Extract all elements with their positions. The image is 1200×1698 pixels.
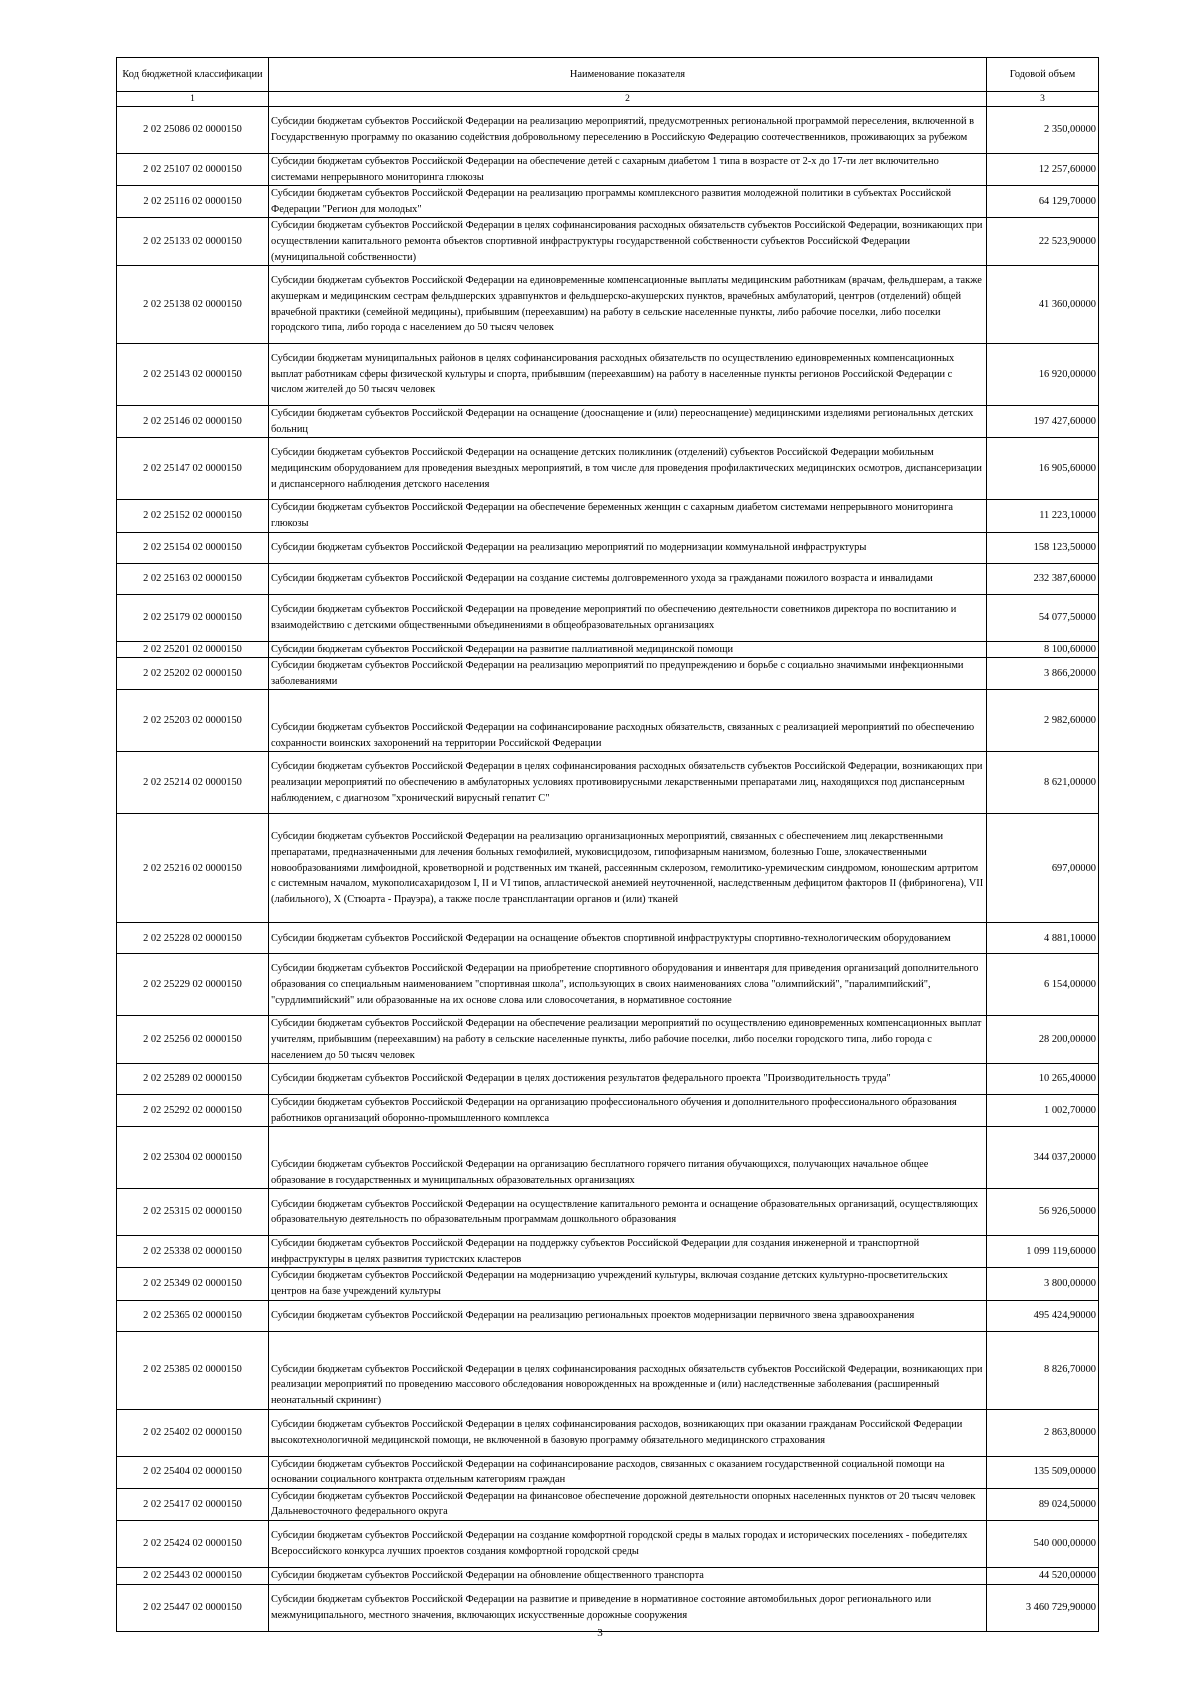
budget-code-cell: 2 02 25443 02 0000150	[117, 1568, 269, 1585]
table-row	[117, 1568, 1099, 1585]
annual-volume-cell: 16 920,00000	[987, 344, 1099, 406]
budget-code-cell: 2 02 25163 02 0000150	[117, 563, 269, 594]
table-row	[117, 344, 1099, 406]
budget-code-cell: 2 02 25228 02 0000150	[117, 923, 269, 954]
annual-volume-cell: 64 129,70000	[987, 186, 1099, 218]
indicator-name-cell: Субсидии бюджетам субъектов Российской Федерации на оснащение детских поликлиник (отделений) субъектов Российской Федерации мобильным медицинским оборудованием для проведения выездных мероприятий, в том числе для проведения профилактических медицинских осмотров, диспансеризации и диспансерного наблюдения детского населения	[269, 438, 987, 500]
annual-volume-cell: 89 024,50000	[987, 1488, 1099, 1520]
annual-volume-cell: 10 265,40000	[987, 1064, 1099, 1095]
table-row	[117, 1127, 1099, 1189]
budget-code-cell: 2 02 25086 02 0000150	[117, 107, 269, 154]
annual-volume-cell: 3 800,00000	[987, 1268, 1099, 1300]
annual-volume-cell: 22 523,90000	[987, 218, 1099, 266]
table-row	[117, 186, 1099, 218]
budget-code-cell: 2 02 25304 02 0000150	[117, 1127, 269, 1189]
header-name: Наименование показателя	[269, 58, 987, 92]
annual-volume-cell: 11 223,10000	[987, 500, 1099, 532]
table-row	[117, 690, 1099, 752]
indicator-name-cell: Субсидии бюджетам субъектов Российской Федерации на организацию бесплатного горячего питания обучающихся, получающих начальное общее образование в государственных и муниципальных образовательных организациях	[269, 1127, 987, 1189]
annual-volume-cell: 8 621,00000	[987, 752, 1099, 814]
indicator-name-cell: Субсидии бюджетам субъектов Российской Федерации на осуществление капитального ремонта и оснащение образовательных организаций, осуществляющих образовательную деятельность по образовательным программам дошкольного образования	[269, 1189, 987, 1236]
indicator-name-cell: Субсидии бюджетам субъектов Российской Федерации на поддержку субъектов Российской Федерации для создания инженерной и транспортной инфраструктуры в целях развития туристских кластеров	[269, 1236, 987, 1268]
table-row	[117, 594, 1099, 641]
budget-code-cell: 2 02 25154 02 0000150	[117, 532, 269, 563]
table-row	[117, 1409, 1099, 1456]
budget-code-cell: 2 02 25424 02 0000150	[117, 1521, 269, 1568]
budget-code-cell: 2 02 25201 02 0000150	[117, 641, 269, 658]
annual-volume-cell: 6 154,00000	[987, 954, 1099, 1016]
indicator-name-cell: Субсидии бюджетам субъектов Российской Федерации на реализацию программы комплексного развития молодежной политики в субъектах Российской Федерации "Регион для молодых"	[269, 186, 987, 218]
budget-code-cell: 2 02 25107 02 0000150	[117, 154, 269, 186]
annual-volume-cell: 16 905,60000	[987, 438, 1099, 500]
indicator-name-cell: Субсидии бюджетам субъектов Российской Федерации на софинансирование расходных обязательств, связанных с реализацией мероприятий по обеспечению сохранности воинских захоронений на территории Российской Федерации	[269, 690, 987, 752]
budget-code-cell: 2 02 25349 02 0000150	[117, 1268, 269, 1300]
annual-volume-cell: 540 000,00000	[987, 1521, 1099, 1568]
annual-volume-cell: 8 100,60000	[987, 641, 1099, 658]
budget-code-cell: 2 02 25133 02 0000150	[117, 218, 269, 266]
budget-code-cell: 2 02 25292 02 0000150	[117, 1095, 269, 1127]
indicator-name-cell: Субсидии бюджетам субъектов Российской Федерации на единовременные компенсационные выплаты медицинским работникам (врачам, фельдшерам, а также акушеркам и медицинским сестрам фельдшерских здравпунктов и фельдшерско-акушерских пунктов, врачебных амбулаторий, центров (отделений) общей врачебной практики (семейной медицины), прибывшим (переехавшим) на работу в сельские населенные пункты, либо рабочие поселки, либо поселки городского типа, либо города с населением до 50 тысяч человек	[269, 266, 987, 344]
annual-volume-cell: 135 509,00000	[987, 1456, 1099, 1488]
annual-volume-cell: 3 460 729,90000	[987, 1584, 1099, 1631]
annual-volume-cell: 44 520,00000	[987, 1568, 1099, 1585]
indicator-name-cell: Субсидии бюджетам субъектов Российской Федерации на реализацию организационных мероприятий, связанных с обеспечением лиц лекарственными препаратами, предназначенными для лечения больных гемофилией, муковисцидозом, гипофизарным нанизмом, болезнью Гоше, злокачественными новообразованиями лимфоидной, кроветворной и родственных им тканей, рассеянным склерозом, гемолитико-уремическим синдромом, юношеским артритом с системным началом, мукополисахаридозом I, II и VI типов, апластической анемией неуточненной, наследственным дефицитом факторов II (фибриногена), VII (лабильного), X (Стюарта - Прауэра), а также после трансплантации органов и (или) тканей	[269, 814, 987, 923]
budget-code-cell: 2 02 25404 02 0000150	[117, 1456, 269, 1488]
annual-volume-cell: 197 427,60000	[987, 406, 1099, 438]
budget-code-cell: 2 02 25256 02 0000150	[117, 1016, 269, 1064]
table-row	[117, 1584, 1099, 1631]
annual-volume-cell: 54 077,50000	[987, 594, 1099, 641]
table-row	[117, 406, 1099, 438]
indicator-name-cell: Субсидии бюджетам субъектов Российской Федерации на реализацию мероприятий, предусмотренных региональной программой переселения, включенной в Государственную программу по оказанию содействия добровольному переселению в Российскую Федерацию соотечественников, проживающих за рубежом	[269, 107, 987, 154]
table-row	[117, 1456, 1099, 1488]
table-row	[117, 107, 1099, 154]
table-row	[117, 1331, 1099, 1409]
indicator-name-cell: Субсидии бюджетам субъектов Российской Федерации на развитие паллиативной медицинской помощи	[269, 641, 987, 658]
column-number-row	[117, 92, 1099, 107]
budget-code-cell: 2 02 25338 02 0000150	[117, 1236, 269, 1268]
table-row	[117, 500, 1099, 532]
annual-volume-cell: 495 424,90000	[987, 1300, 1099, 1331]
header-code: Код бюджетной классификации	[117, 58, 269, 92]
column-number-1: 1	[117, 92, 269, 107]
indicator-name-cell: Субсидии бюджетам субъектов Российской Федерации в целях софинансирования расходных обязательств субъектов Российской Федерации, возникающих при реализации мероприятий по проведению массового обследования новорожденных на врожденные и (или) наследственные заболевания (расширенный неонатальный скрининг)	[269, 1331, 987, 1409]
budget-code-cell: 2 02 25365 02 0000150	[117, 1300, 269, 1331]
budget-code-cell: 2 02 25116 02 0000150	[117, 186, 269, 218]
table-row	[117, 752, 1099, 814]
budget-code-cell: 2 02 25214 02 0000150	[117, 752, 269, 814]
indicator-name-cell: Субсидии бюджетам субъектов Российской Федерации на обновление общественного транспорта	[269, 1568, 987, 1585]
budget-code-cell: 2 02 25447 02 0000150	[117, 1584, 269, 1631]
annual-volume-cell: 1 002,70000	[987, 1095, 1099, 1127]
table-row	[117, 658, 1099, 690]
page-number: 3	[597, 1627, 603, 1639]
budget-code-cell: 2 02 25202 02 0000150	[117, 658, 269, 690]
indicator-name-cell: Субсидии бюджетам субъектов Российской Федерации на развитие и приведение в нормативное состояние автомобильных дорог регионального или межмуниципального, местного значения, включающих искусственные дорожные сооружения	[269, 1584, 987, 1631]
budget-table	[116, 57, 1099, 1632]
table-row	[117, 1064, 1099, 1095]
annual-volume-cell: 2 982,60000	[987, 690, 1099, 752]
table-row	[117, 814, 1099, 923]
indicator-name-cell: Субсидии бюджетам субъектов Российской Федерации на обеспечение реализации мероприятий по осуществлению единовременных компенсационных выплат учителям, прибывшим (переехавшим) на работу в сельские населенные пункты, либо рабочие поселки, либо поселки городского типа, либо города с населением до 50 тысяч человек	[269, 1016, 987, 1064]
annual-volume-cell: 232 387,60000	[987, 563, 1099, 594]
indicator-name-cell: Субсидии бюджетам муниципальных районов в целях софинансирования расходных обязательств по осуществлению единовременных компенсационных выплат работникам сферы физической культуры и спорта, прибывшим (переехавшим) на работу в населенные пункты регионов Российской Федерации с числом жителей до 50 тысяч человек	[269, 344, 987, 406]
indicator-name-cell: Субсидии бюджетам субъектов Российской Федерации на финансовое обеспечение дорожной деятельности опорных населенных пунктов от 20 тысяч человек Дальневосточного федерального округа	[269, 1488, 987, 1520]
indicator-name-cell: Субсидии бюджетам субъектов Российской Федерации в целях софинансирования расходных обязательств субъектов Российской Федерации, возникающих при осуществлении капитального ремонта объектов спортивной инфраструктуры государственной собственности субъектов Российской Федерации (муниципальной собственности)	[269, 218, 987, 266]
indicator-name-cell: Субсидии бюджетам субъектов Российской Федерации на реализацию региональных проектов модернизации первичного звена здравоохранения	[269, 1300, 987, 1331]
annual-volume-cell: 2 863,80000	[987, 1409, 1099, 1456]
table-row	[117, 438, 1099, 500]
table-row	[117, 1236, 1099, 1268]
indicator-name-cell: Субсидии бюджетам субъектов Российской Федерации на оснащение объектов спортивной инфраструктуры спортивно-технологическим оборудованием	[269, 923, 987, 954]
annual-volume-cell: 41 360,00000	[987, 266, 1099, 344]
indicator-name-cell: Субсидии бюджетам субъектов Российской Федерации на модернизацию учреждений культуры, включая создание детских культурно-просветительских центров на базе учреждений культуры	[269, 1268, 987, 1300]
annual-volume-cell: 1 099 119,60000	[987, 1236, 1099, 1268]
annual-volume-cell: 2 350,00000	[987, 107, 1099, 154]
annual-volume-cell: 12 257,60000	[987, 154, 1099, 186]
indicator-name-cell: Субсидии бюджетам субъектов Российской Федерации в целях достижения результатов федерального проекта "Производительность труда"	[269, 1064, 987, 1095]
table-row	[117, 266, 1099, 344]
budget-code-cell: 2 02 25289 02 0000150	[117, 1064, 269, 1095]
table-row	[117, 923, 1099, 954]
budget-code-cell: 2 02 25315 02 0000150	[117, 1189, 269, 1236]
table-row	[117, 954, 1099, 1016]
table-header-row	[117, 58, 1099, 92]
budget-code-cell: 2 02 25385 02 0000150	[117, 1331, 269, 1409]
table-row	[117, 1268, 1099, 1300]
annual-volume-cell: 8 826,70000	[987, 1331, 1099, 1409]
indicator-name-cell: Субсидии бюджетам субъектов Российской Федерации в целях софинансирования расходных обязательств субъектов Российской Федерации, возникающих при реализации мероприятий по обеспечению в амбулаторных условиях противовирусными лекарственными препаратами лиц, находящихся под диспансерным наблюдением, с диагнозом "хронический вирусный гепатит С"	[269, 752, 987, 814]
indicator-name-cell: Субсидии бюджетам субъектов Российской Федерации на проведение мероприятий по обеспечению деятельности советников директора по воспитанию и взаимодействию с детскими общественными объединениями в общеобразовательных организациях	[269, 594, 987, 641]
budget-code-cell: 2 02 25402 02 0000150	[117, 1409, 269, 1456]
budget-code-cell: 2 02 25203 02 0000150	[117, 690, 269, 752]
indicator-name-cell: Субсидии бюджетам субъектов Российской Федерации на софинансирование расходов, связанных с оказанием государственной социальной помощи на основании социального контракта отдельным категориям граждан	[269, 1456, 987, 1488]
column-number-3: 3	[987, 92, 1099, 107]
indicator-name-cell: Субсидии бюджетам субъектов Российской Федерации на реализацию мероприятий по предупреждению и борьбе с социально значимыми инфекционными заболеваниями	[269, 658, 987, 690]
budget-code-cell: 2 02 25216 02 0000150	[117, 814, 269, 923]
table-row	[117, 563, 1099, 594]
table-row	[117, 1016, 1099, 1064]
header-volume: Годовой объем	[987, 58, 1099, 92]
indicator-name-cell: Субсидии бюджетам субъектов Российской Федерации на создание системы долговременного ухода за гражданами пожилого возраста и инвалидами	[269, 563, 987, 594]
table-row	[117, 154, 1099, 186]
column-number-2: 2	[269, 92, 987, 107]
indicator-name-cell: Субсидии бюджетам субъектов Российской Федерации на приобретение спортивного оборудования и инвентаря для приведения организаций дополнительного образования со специальным наименованием "спортивная школа", использующих в своих наименованиях слова "олимпийский", "паралимпийский", "сурдлимпийский" или образованные на их основе слова или словосочетания, в нормативное состояние	[269, 954, 987, 1016]
indicator-name-cell: Субсидии бюджетам субъектов Российской Федерации на организацию профессионального обучения и дополнительного профессионального образования работников организаций оборонно-промышленного комплекса	[269, 1095, 987, 1127]
annual-volume-cell: 4 881,10000	[987, 923, 1099, 954]
budget-code-cell: 2 02 25179 02 0000150	[117, 594, 269, 641]
indicator-name-cell: Субсидии бюджетам субъектов Российской Федерации на реализацию мероприятий по модернизации коммунальной инфраструктуры	[269, 532, 987, 563]
budget-code-cell: 2 02 25152 02 0000150	[117, 500, 269, 532]
table-row	[117, 1521, 1099, 1568]
indicator-name-cell: Субсидии бюджетам субъектов Российской Федерации в целях софинансирования расходов, возникающих при оказании гражданам Российской Федерации высокотехнологичной медицинской помощи, не включенной в базовую программу обязательного медицинского страхования	[269, 1409, 987, 1456]
table-row	[117, 1189, 1099, 1236]
table-body	[117, 107, 1099, 1632]
budget-code-cell: 2 02 25138 02 0000150	[117, 266, 269, 344]
table-row	[117, 1488, 1099, 1520]
budget-code-cell: 2 02 25229 02 0000150	[117, 954, 269, 1016]
document-page	[116, 57, 1098, 1632]
table-row	[117, 218, 1099, 266]
budget-code-cell: 2 02 25417 02 0000150	[117, 1488, 269, 1520]
indicator-name-cell: Субсидии бюджетам субъектов Российской Федерации на создание комфортной городской среды в малых городах и исторических поселениях - победителях Всероссийского конкурса лучших проектов создания комфортной городской среды	[269, 1521, 987, 1568]
budget-code-cell: 2 02 25147 02 0000150	[117, 438, 269, 500]
indicator-name-cell: Субсидии бюджетам субъектов Российской Федерации на обеспечение детей с сахарным диабетом 1 типа в возрасте от 2-х до 17-ти лет включительно системами непрерывного мониторинга глюкозы	[269, 154, 987, 186]
indicator-name-cell: Субсидии бюджетам субъектов Российской Федерации на обеспечение беременных женщин с сахарным диабетом системами непрерывного мониторинга глюкозы	[269, 500, 987, 532]
annual-volume-cell: 697,00000	[987, 814, 1099, 923]
indicator-name-cell: Субсидии бюджетам субъектов Российской Федерации на оснащение (дооснащение и (или) переоснащение) медицинскими изделиями региональных детских больниц	[269, 406, 987, 438]
table-row	[117, 1300, 1099, 1331]
table-row	[117, 532, 1099, 563]
annual-volume-cell: 56 926,50000	[987, 1189, 1099, 1236]
annual-volume-cell: 344 037,20000	[987, 1127, 1099, 1189]
budget-code-cell: 2 02 25143 02 0000150	[117, 344, 269, 406]
table-row	[117, 1095, 1099, 1127]
budget-code-cell: 2 02 25146 02 0000150	[117, 406, 269, 438]
table-row	[117, 641, 1099, 658]
annual-volume-cell: 28 200,00000	[987, 1016, 1099, 1064]
annual-volume-cell: 3 866,20000	[987, 658, 1099, 690]
annual-volume-cell: 158 123,50000	[987, 532, 1099, 563]
